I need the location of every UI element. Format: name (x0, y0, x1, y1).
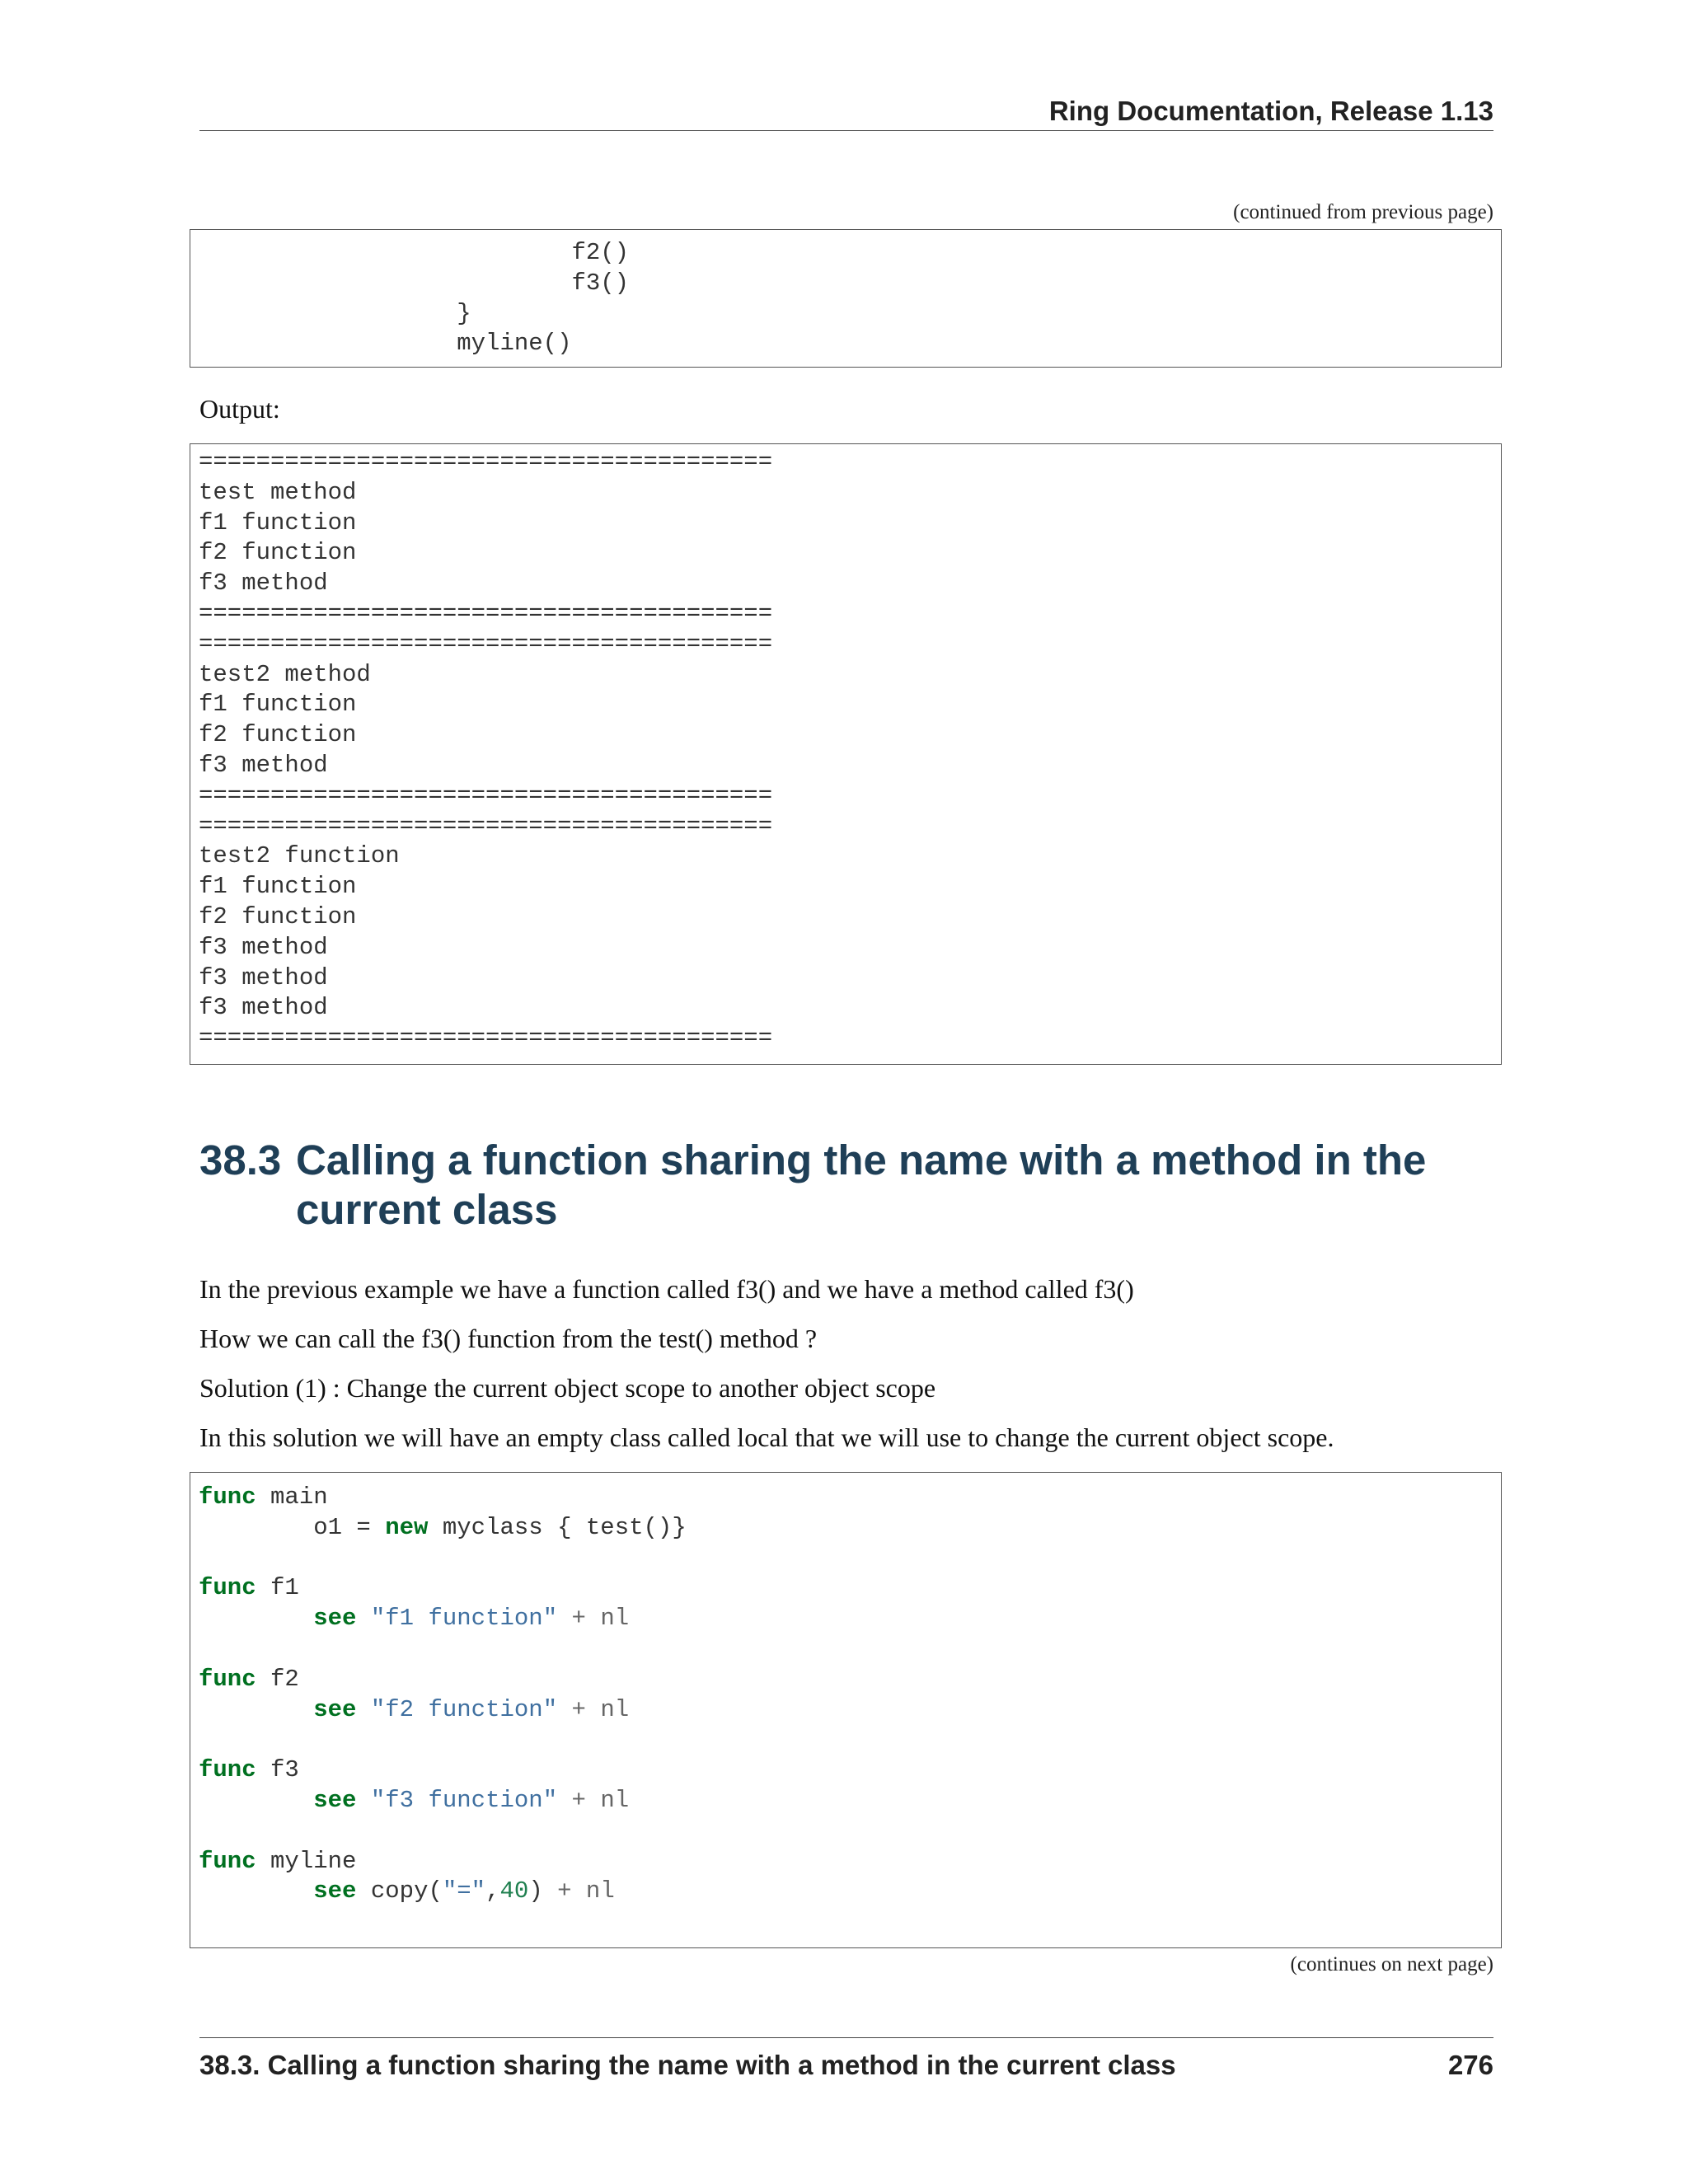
paragraph: Solution (1) : Change the current object scope to another object scope (199, 1373, 936, 1403)
code-line: myline() (199, 330, 572, 358)
section-title: Calling a function sharing the name with a method in the current class (296, 1137, 1427, 1233)
output-line: ======================================== (199, 630, 773, 658)
code-text: , (485, 1877, 500, 1905)
output-line: f2 function (199, 902, 357, 930)
code-block-bottom (190, 1472, 1502, 1948)
section-heading (199, 1136, 1502, 1235)
output-line: test2 method (199, 660, 371, 688)
code-text: o1 = (199, 1513, 386, 1541)
string-literal: "f3 function" (370, 1786, 558, 1814)
string-literal: "f2 function" (370, 1695, 558, 1723)
output-line: f1 function (199, 873, 357, 901)
output-line: ======================================== (199, 599, 773, 627)
output-line: test2 function (199, 842, 400, 870)
output-line: test method (199, 478, 357, 506)
output-line: f1 function (199, 509, 357, 537)
identifier: f2 (256, 1665, 299, 1693)
continued-from-label: (continued from previous page) (1233, 201, 1493, 223)
code-text: ) (528, 1877, 543, 1905)
identifier: main (256, 1483, 328, 1511)
string-literal: "=" (442, 1877, 486, 1905)
code-block-top (190, 229, 1502, 368)
output-line: f2 function (199, 721, 357, 749)
output-line: f3 method (199, 933, 328, 961)
identifier: f1 (256, 1574, 299, 1602)
code-line: f3() (199, 269, 630, 297)
output-line: f2 function (199, 539, 357, 567)
output-label: Output: (199, 394, 280, 424)
continues-next-label: (continues on next page) (1290, 1953, 1493, 1975)
page-number: 276 (1447, 2050, 1493, 2080)
output-block (190, 443, 1502, 1065)
section-number: 38.3 (199, 1137, 282, 1183)
output-line: f3 method (199, 569, 328, 598)
paragraph: In this solution we will have an empty class called local that we will use to change the current object scope. (199, 1422, 1334, 1452)
header-title: Ring Documentation, Release 1.13 (1048, 96, 1493, 126)
operator-text: + nl (557, 1786, 630, 1814)
number-literal: 40 (499, 1877, 529, 1905)
code-text: copy( (356, 1877, 443, 1905)
output-line: ======================================== (199, 781, 773, 809)
output-line: ======================================== (199, 812, 773, 840)
keyword: func (199, 1483, 256, 1511)
code-line: } (199, 299, 471, 327)
keyword: see (313, 1786, 357, 1814)
output-line: f3 method (199, 963, 328, 991)
code-line: f2() (199, 239, 630, 266)
keyword: see (313, 1605, 357, 1633)
paragraph: In the previous example we have a function called f3() and we have a method called f3() (199, 1274, 1134, 1304)
indent (199, 1787, 313, 1814)
identifier: myline (256, 1847, 357, 1875)
page-header (199, 92, 1493, 131)
keyword: new (385, 1513, 429, 1541)
indent (199, 1696, 313, 1723)
paragraph: How we can call the f3() function from the test() method ? (199, 1324, 818, 1353)
output-line: f3 method (199, 994, 328, 1022)
keyword: see (313, 1877, 357, 1905)
indent (199, 1605, 313, 1632)
operator-text: + nl (542, 1877, 615, 1905)
keyword: func (199, 1665, 256, 1693)
code-lines (199, 238, 1501, 359)
output-lines (199, 448, 1501, 1054)
indent (199, 1877, 313, 1905)
keyword: func (199, 1756, 256, 1784)
footer-section-ref: 38.3. Calling a function sharing the name with a method in the current class (199, 2050, 1176, 2080)
keyword: func (199, 1847, 256, 1875)
operator-text: + nl (557, 1695, 630, 1723)
keyword: func (199, 1574, 256, 1602)
output-line: f1 function (199, 691, 357, 719)
operator-text: + nl (557, 1605, 630, 1633)
code-lines (199, 1483, 1501, 1907)
keyword: see (313, 1695, 357, 1723)
identifier: f3 (256, 1756, 299, 1784)
string-literal: "f1 function" (370, 1605, 558, 1633)
output-line: ======================================== (199, 1024, 773, 1052)
output-line: f3 method (199, 751, 328, 779)
output-line: ======================================== (199, 448, 773, 476)
page-footer (199, 2037, 1493, 2081)
code-text: myclass { test()} (428, 1513, 687, 1541)
